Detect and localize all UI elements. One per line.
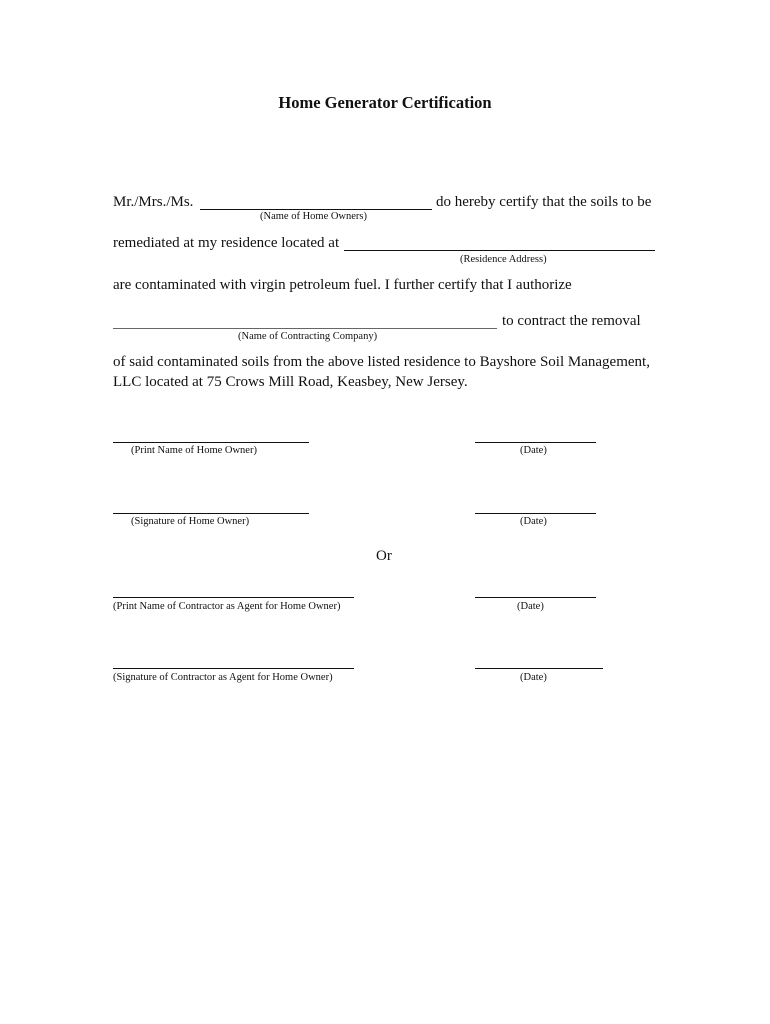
residence-address-field[interactable] (344, 250, 655, 251)
owner-print-date-field[interactable] (475, 442, 596, 443)
owner-sign-date-field[interactable] (475, 513, 596, 514)
contractor-print-date-field[interactable] (475, 597, 596, 598)
contractor-sign-date-caption: (Date) (520, 672, 547, 683)
residence-address-caption: (Residence Address) (460, 254, 547, 265)
contract-removal-text: to contract the removal (502, 313, 641, 329)
contaminated-text: are contaminated with virgin petroleum fuel. I further certify that I authorize (113, 277, 572, 293)
contractor-signature-caption: (Signature of Contractor as Agent for Home Owner) (113, 672, 333, 683)
print-owner-caption: (Print Name of Home Owner) (131, 445, 257, 456)
owner-sign-date-caption: (Date) (520, 516, 547, 527)
print-contractor-caption: (Print Name of Contractor as Agent for Home Owner) (113, 601, 341, 612)
contractor-print-date-caption: (Date) (517, 601, 544, 612)
print-contractor-name-field[interactable] (113, 597, 354, 598)
closing-line-2: LLC located at 75 Crows Mill Road, Keasbey, New Jersey. (113, 374, 468, 390)
owner-signature-caption: (Signature of Home Owner) (131, 516, 250, 527)
owner-print-date-caption: (Date) (520, 445, 547, 456)
residence-text: remediated at my residence located at (113, 235, 340, 251)
owner-signature-field[interactable] (113, 513, 309, 514)
contractor-sign-date-field[interactable] (475, 668, 603, 669)
contracting-company-field[interactable] (113, 328, 497, 329)
certify-text: do hereby certify that the soils to be (436, 194, 652, 210)
closing-line-1: of said contaminated soils from the above listed residence to Bayshore Soil Management, (113, 354, 650, 370)
or-separator: Or (376, 548, 392, 564)
name-of-home-owners-caption: (Name of Home Owners) (260, 211, 368, 222)
contracting-company-caption: (Name of Contracting Company) (238, 331, 378, 342)
print-owner-name-field[interactable] (113, 442, 309, 443)
document-title: Home Generator Certification (278, 93, 492, 112)
contractor-signature-field[interactable] (113, 668, 354, 669)
salutation-text: Mr./Mrs./Ms. (113, 194, 194, 210)
home-owners-name-field[interactable] (200, 209, 432, 210)
